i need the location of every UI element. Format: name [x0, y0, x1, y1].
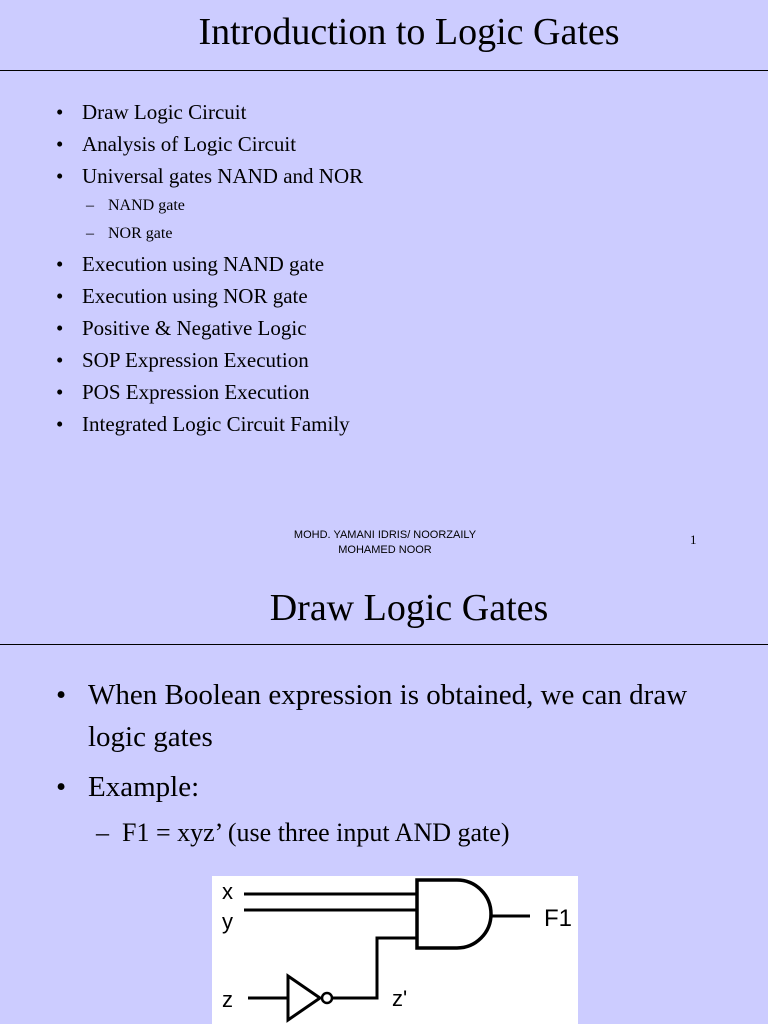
- title-divider: [0, 644, 768, 645]
- bullet-list: [56, 674, 738, 854]
- inverted-label: z': [392, 986, 408, 1011]
- footer-author: [240, 528, 530, 558]
- bullet-text: Analysis of Logic Circuit: [82, 132, 297, 156]
- bullet-marker: •: [56, 348, 64, 372]
- list-item: [56, 128, 363, 160]
- logic-circuit-svg: [212, 876, 578, 1024]
- bullet-text: Universal gates NAND and NOR: [82, 164, 364, 188]
- bullet-text: When Boolean expression is obtained, we can draw logic gates: [88, 679, 688, 753]
- bullet-text: Draw Logic Circuit: [82, 100, 247, 124]
- slide-2: [0, 576, 768, 1024]
- bullet-marker: •: [56, 252, 64, 276]
- input-label-z: z: [222, 987, 233, 1012]
- slide-title: Draw Logic Gates: [269, 587, 549, 629]
- bullet-marker: •: [56, 771, 67, 803]
- bullet-marker: •: [56, 284, 64, 308]
- list-item: [56, 312, 363, 344]
- dash-marker: –: [86, 197, 94, 214]
- output-label-f1: F1: [544, 905, 573, 932]
- sub-list-item: [56, 812, 738, 854]
- list-item: [56, 344, 363, 376]
- dash-marker: –: [86, 225, 94, 242]
- bullet-text: Execution using NOR gate: [82, 284, 308, 308]
- bullet-text: NAND gate: [108, 197, 185, 214]
- input-label-y: y: [222, 909, 233, 934]
- bullet-marker: •: [56, 380, 64, 404]
- bullet-marker: •: [56, 132, 64, 156]
- bullet-text: F1 = xyz’ (use three input AND gate): [122, 818, 510, 847]
- slide-title: Introduction to Logic Gates: [198, 11, 620, 53]
- dash-marker: –: [96, 818, 109, 847]
- inversion-bubble-icon: [322, 993, 332, 1003]
- list-item: [56, 280, 363, 312]
- bullet-text: SOP Expression Execution: [82, 348, 309, 372]
- list-item: [56, 248, 363, 280]
- list-item: [56, 674, 738, 758]
- bullet-marker: •: [56, 100, 64, 124]
- bullet-text: Positive & Negative Logic: [82, 316, 307, 340]
- bullet-marker: •: [56, 679, 67, 711]
- bullet-text: Execution using NAND gate: [82, 252, 325, 276]
- and-gate-icon: [417, 880, 491, 948]
- bullet-marker: •: [56, 164, 64, 188]
- bullet-text: Integrated Logic Circuit Family: [82, 412, 350, 436]
- bullet-marker: •: [56, 316, 64, 340]
- title-divider: [0, 70, 768, 71]
- footer-author-line: MOHAMED NOOR: [338, 544, 432, 556]
- sub-list-item: [56, 192, 363, 220]
- list-item: [56, 160, 363, 192]
- list-item: [56, 96, 363, 128]
- list-item: [56, 408, 363, 440]
- list-item: [56, 766, 738, 808]
- bullet-text: NOR gate: [108, 225, 173, 242]
- page-number: 1: [690, 532, 697, 547]
- bullet-text: POS Expression Execution: [82, 380, 310, 404]
- list-item: [56, 376, 363, 408]
- bullet-text: Example:: [88, 771, 200, 803]
- footer-author-line: MOHD. YAMANI IDRIS/ NOORZAILY: [293, 529, 477, 541]
- bullet-marker: •: [56, 412, 64, 436]
- not-gate-icon: [288, 976, 320, 1020]
- bullet-list: [56, 96, 363, 440]
- sub-list-item: [56, 220, 363, 248]
- logic-circuit-diagram: [212, 876, 578, 1024]
- input-label-x: x: [222, 879, 233, 904]
